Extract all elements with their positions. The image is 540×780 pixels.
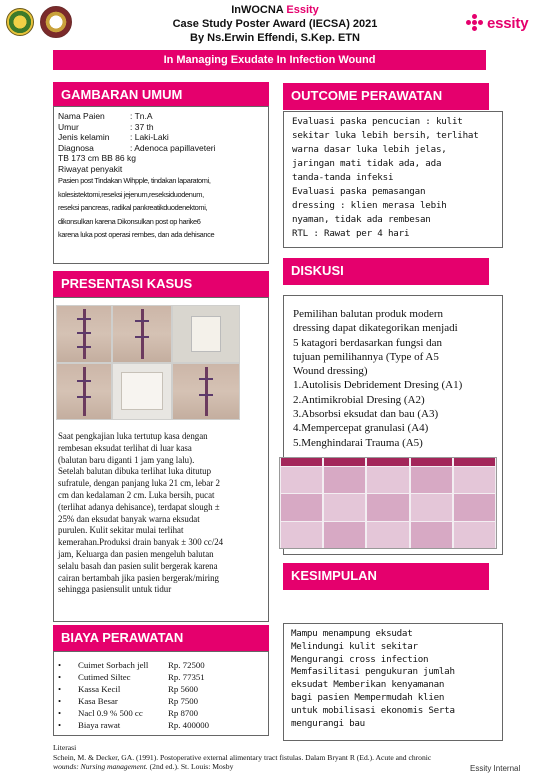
gambaran-riwayat: Riwayat penyakit	[58, 163, 123, 174]
dressing-type-table-image	[279, 457, 497, 549]
wound-photo	[173, 364, 239, 419]
footer-classification: Essity Internal	[470, 764, 521, 773]
section-diskusi: DISKUSI	[283, 258, 489, 283]
wound-photo	[57, 364, 111, 419]
kesimpulan-text: Mampu menampung eksudat Melindungi kulit sekitar Mengurangi cross infection Memfasilitasi pengukuran jumlah eksudat Memberikan kenyamanan bagi pasien Mempermudah klien untuk mobilisasi ekonomis Serta mengurangi bau	[291, 628, 455, 729]
presentasi-text: Saat pengkajian luka tertutup kasa dengan rembesan eksudat terlihat di luar kasa (balutan baru diganti 1 jam yang lalu). Setelah balutan dibuka terlihat luka ditutup sufratule, dengan panjang luka 21 cm, lebar 2 cm dan kedalaman 2 cm. Luka bersih, pucat (terlihat adanya dehisance), terdapat slough ± 25% dan eksudat banyak warna eksudat purulen. Kulit sekitar mulai terlihat kemerahan.Produksi drain banyak ± 300 cc/24 jam, Keluarga dan pasien mengeluh balutan selalu basah dan pasien sulit bergerak karena cairan bertambah jika pasien bergerak/miring sehingga pasiensulit untuk tidur	[58, 431, 224, 595]
header-author: By Ns.Erwin Effendi, S.Kep. ETN	[190, 32, 360, 44]
wound-photo-collage	[56, 305, 240, 420]
gambaran-condition: Pasien post Tindakan Wihpple, tindakan laparatomi, kolesistektomi,reseksi jejenum,reseksiduodenum, reseksi pancreas, radikal pankreatikduodenektomi, dikonsulkan karena Dikonsulkan post op harike6 karena luka post operasi rembes, dan ada dehisance	[58, 176, 215, 240]
dressing-photo	[173, 306, 239, 362]
gambaran-tb-bb: TB 173 cm BB 86 kg	[58, 153, 136, 163]
gambaran-row: Nama Paien : Tn.A	[58, 111, 153, 121]
gambaran-row: Jenis kelamin : Laki-Laki	[58, 132, 169, 142]
biaya-item: • Kassa Kecil Rp 5600	[58, 684, 199, 694]
biaya-list	[58, 659, 268, 731]
biaya-item: • Biaya rawat Rp. 400000	[58, 720, 210, 730]
university-seal-logo	[6, 8, 34, 36]
references	[53, 743, 493, 772]
header-award: Case Study Poster Award (IECSA) 2021	[172, 18, 378, 30]
poster-subtitle: In Managing Exudate In Infection Wound	[53, 50, 486, 70]
outcome-text: Evaluasi paska pencucian : kulit sekitar luka lebih bersih, terlihat warna dasar luka lebih jelas, jaringan mati tidak ada, ada tanda-tanda infeksi Evaluasi paska pemasangan dressing : klien merasa lebih nyaman, tidak ada rembesan RTL : Rawat per 4 hari	[292, 116, 479, 239]
gambaran-row: Diagnosa : Adenoca papillaveteri	[58, 142, 216, 153]
section-gambaran-umum: GAMBARAN UMUM	[53, 82, 269, 107]
header-inwocna: InWOCNA	[231, 4, 284, 16]
essity-wordmark: essity	[487, 14, 529, 32]
wound-photo	[57, 306, 111, 362]
references-title: Literasi	[53, 743, 77, 752]
biaya-item: • Cuimet Sorbach jell Rp. 72500	[58, 660, 205, 670]
section-biaya-perawatan: BIAYA PERAWATAN	[53, 625, 269, 650]
essity-logo	[466, 14, 528, 32]
section-divider	[283, 108, 489, 110]
wound-photo	[113, 306, 171, 362]
reference-line-2: wounds: Nursing management. (2nd ed.). St. Louis: Mosby	[53, 762, 234, 771]
section-divider	[283, 588, 489, 590]
header-line-1	[140, 3, 410, 17]
reference-line-1: Schein, M. & Decker, GA. (1991). Postoperative external alimentary tract fistulas. Dalam Bryant R (Ed.). Acute and chronic	[53, 752, 432, 762]
diskusi-text: Pemilihan balutan produk modern dressing dapat dikategorikan menjadi 5 katagori berdasarkan fungsi dan tujuan pemilihannya (Type of A5 Wound dressing) 1.Autolisis Debridement Dresing (A1) 2.Antimikrobial Dresing (A2) 3.Absorbsi eksudat dan bau (A3) 4.Mempercepat granulasi (A4) 5.Menghindarai Trauma (A5)	[293, 308, 463, 449]
biaya-item: • Kasa Besar Rp 7500	[58, 696, 199, 706]
section-outcome-perawatan: OUTCOME PERAWATAN	[283, 83, 489, 108]
essity-mark-icon	[466, 14, 484, 32]
biaya-item: • Cutimed Siltec Rp. 77351	[58, 672, 205, 682]
dressing-photo	[113, 364, 171, 419]
biaya-item: • Nacl 0.9 % 500 cc Rp 8700	[58, 708, 199, 718]
association-seal-logo	[40, 6, 72, 38]
section-presentasi-kasus: PRESENTASI KASUS	[53, 271, 269, 296]
gambaran-content	[58, 111, 288, 242]
header-essity: Essity	[286, 4, 319, 16]
poster-header	[140, 3, 410, 45]
section-divider	[283, 283, 489, 285]
gambaran-row: Umur : 37 th	[58, 121, 154, 132]
section-kesimpulan: KESIMPULAN	[283, 563, 489, 588]
